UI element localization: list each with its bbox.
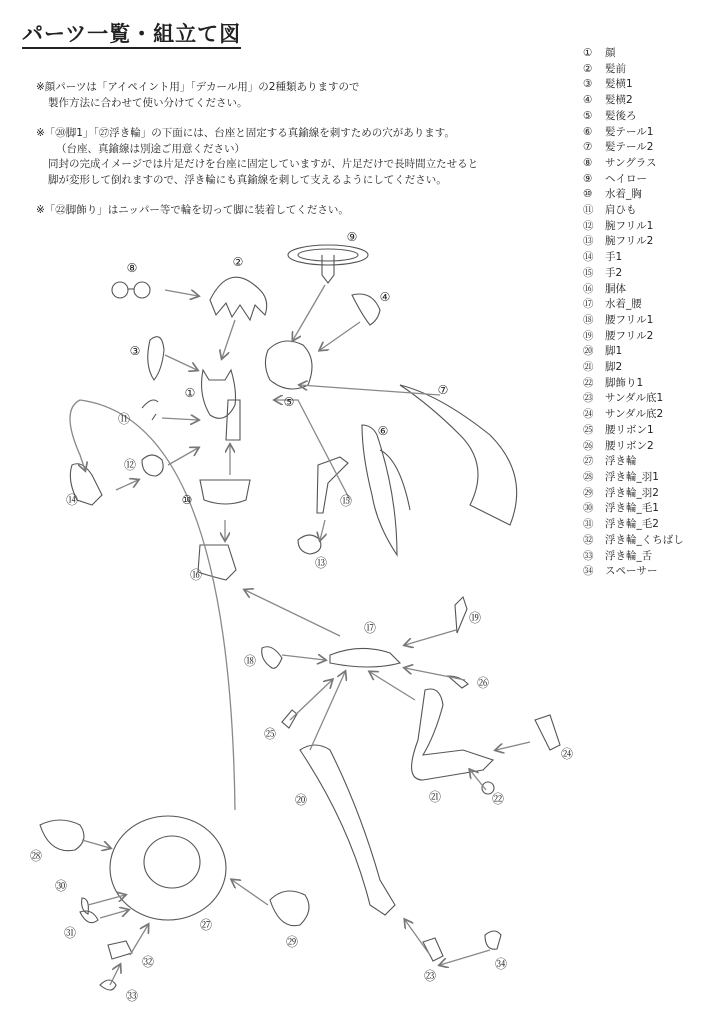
part-number: ⑦ xyxy=(583,141,593,154)
back-hair-sketch xyxy=(265,341,312,389)
note-leg-ornament: ※「㉒脚飾り」はニッパー等で輪を切って脚に装着してください。 xyxy=(36,204,349,216)
sunglasses-sketch xyxy=(112,282,150,298)
side-hair-1-sketch xyxy=(148,337,164,380)
part-number: ④ xyxy=(583,94,593,107)
part-callout: ⑤ xyxy=(283,395,295,409)
hair-tail-2-sketch xyxy=(400,385,517,525)
float-wing-2-sketch xyxy=(270,891,309,926)
part-name: サングラス xyxy=(605,156,657,169)
part-name: 浮き輪 xyxy=(605,455,637,468)
part-callout: ㉖ xyxy=(476,676,490,690)
part-number: ㉜ xyxy=(583,533,594,546)
part-sketches xyxy=(40,245,560,990)
sandal-sole-2-sketch xyxy=(535,715,560,750)
part-number: ⑧ xyxy=(583,156,593,169)
part-callout: ③ xyxy=(129,344,141,358)
part-callout: ㉒ xyxy=(491,792,505,806)
part-name: 髪前 xyxy=(605,62,626,75)
part-name: 胴体 xyxy=(605,282,626,295)
part-number: ② xyxy=(583,62,593,75)
part-name: 髪テール2 xyxy=(605,141,654,154)
part-callout: ⑬ xyxy=(314,556,328,570)
part-number: ⑱ xyxy=(583,313,594,326)
side-hair-2-sketch xyxy=(352,294,380,325)
part-callout: ⑨ xyxy=(346,230,358,244)
part-name: 髪後ろ xyxy=(605,109,637,122)
part-callout: ㉙ xyxy=(285,935,299,949)
part-number: ㉘ xyxy=(583,470,594,483)
page-title: パーツ一覧・組立て図 xyxy=(22,22,241,49)
part-name: 肩ひも xyxy=(605,204,637,217)
waist-swimsuit-sketch xyxy=(330,648,400,667)
leg-1-sketch xyxy=(300,745,395,915)
part-callout: ㉞ xyxy=(494,957,508,971)
part-name: 浮き輪_舌 xyxy=(605,549,653,562)
note-brass-wire: ※「⑳脚1」「㉗浮き輪」の下面には、台座と固定する真鍮線を刺すための穴があります。 （台座、真鍮線は別途ご用意ください） 同封の完成イメージでは片足だけを台座に固定していますが、片足だけで長時間立たせると 脚が変形して倒れますので、浮き輪にも真鍮線を刺して支えるようにしてください。 xyxy=(36,127,479,186)
part-callout: ⑩ xyxy=(181,493,193,507)
part-callout: ⑰ xyxy=(363,621,377,635)
part-callout: ⑦ xyxy=(437,383,449,397)
part-name: 脚2 xyxy=(605,361,623,374)
part-name: 髪横1 xyxy=(605,78,633,91)
part-callout: ⑯ xyxy=(189,568,203,582)
part-callout: ⑧ xyxy=(126,261,138,275)
part-number: ⑪ xyxy=(583,204,594,217)
part-number: ㉝ xyxy=(583,549,594,562)
part-callout: ⑪ xyxy=(117,412,131,426)
part-number: ㉓ xyxy=(583,392,594,405)
part-name: 腰リボン1 xyxy=(605,423,654,436)
part-callout: ① xyxy=(184,386,196,400)
leg-2-sketch xyxy=(412,689,493,780)
part-name: 浮き輪_毛2 xyxy=(605,518,659,531)
part-number: ㉔ xyxy=(583,408,594,421)
waist-ribbon-1-sketch xyxy=(282,710,297,728)
part-name: 浮き輪_羽2 xyxy=(605,486,659,499)
part-callout: ㉛ xyxy=(63,926,77,940)
part-name: 浮き輪_毛1 xyxy=(605,502,659,515)
part-callout: ㉗ xyxy=(199,918,213,932)
part-callout: ㉕ xyxy=(263,727,277,741)
part-callout: ④ xyxy=(379,290,391,304)
part-number: ⑮ xyxy=(583,266,594,279)
part-name: 髪テール1 xyxy=(605,125,654,138)
part-name: 脚1 xyxy=(605,345,623,358)
part-number: ① xyxy=(583,47,593,59)
spacer-sketch xyxy=(485,931,501,949)
part-callout: ㉘ xyxy=(29,849,43,863)
part-name: 手2 xyxy=(605,266,623,279)
halo-sketch xyxy=(288,245,368,283)
part-name: スペーサー xyxy=(605,565,658,578)
part-callout: ⑥ xyxy=(377,424,389,438)
part-callout: ㉑ xyxy=(428,790,442,804)
part-callout: ⑮ xyxy=(339,494,353,508)
part-name: 腰フリル2 xyxy=(605,329,654,342)
part-name: 浮き輪_羽1 xyxy=(605,470,659,483)
part-name: 水着_胸 xyxy=(605,188,642,201)
part-number: ⑬ xyxy=(583,235,594,248)
part-name: 手1 xyxy=(605,251,623,264)
part-name: 腕フリル2 xyxy=(605,235,654,248)
float-tongue-sketch xyxy=(100,980,116,990)
part-name: サンダル底2 xyxy=(605,408,664,421)
part-number: ㉛ xyxy=(583,518,594,531)
part-number: ⑲ xyxy=(583,329,594,342)
part-callout: ⑫ xyxy=(123,458,137,472)
part-name: 浮き輪_くちばし xyxy=(605,533,684,546)
assembly-arrows xyxy=(70,285,530,985)
part-callout: ⑭ xyxy=(65,493,79,507)
part-callout: ㉔ xyxy=(560,747,574,761)
part-callout: ㉜ xyxy=(141,955,155,969)
part-callout: ㉚ xyxy=(54,879,68,893)
shoulder-strap-sketch xyxy=(142,400,158,420)
part-number: ㉕ xyxy=(583,423,594,436)
part-name: 腕フリル1 xyxy=(605,219,654,232)
arm-frill-1-sketch xyxy=(142,455,163,476)
part-name: 脚飾り1 xyxy=(605,376,644,389)
part-number: ⑫ xyxy=(583,219,594,232)
float-hair-2-sketch xyxy=(80,911,98,923)
waist-frill-2-sketch xyxy=(455,597,467,633)
note-face-parts: ※顔パーツは「アイペイント用」「デカール用」の2種類ありますので 製作方法に合わせて使い分けてください。 xyxy=(36,81,360,109)
part-number: ㉙ xyxy=(583,486,594,499)
front-hair-sketch xyxy=(210,277,267,320)
part-callout: ⑱ xyxy=(243,654,257,668)
part-number: ⑥ xyxy=(583,125,593,138)
part-number: ㉒ xyxy=(583,376,594,389)
arm-frill-2-sketch xyxy=(298,535,321,554)
part-number: ㉞ xyxy=(583,565,594,578)
part-number: ㉚ xyxy=(583,502,594,515)
float-wing-1-sketch xyxy=(40,820,84,851)
part-name: 顔 xyxy=(605,47,616,59)
waist-frill-1-sketch xyxy=(262,647,282,669)
part-number: ⑩ xyxy=(583,188,593,201)
part-number: ㉑ xyxy=(583,361,594,374)
float-ring-sketch xyxy=(110,816,226,920)
part-number: ⑳ xyxy=(583,345,594,358)
chest-swimsuit-sketch xyxy=(200,480,250,504)
part-callout: ⑲ xyxy=(468,611,482,625)
part-callout: ㉓ xyxy=(423,969,437,983)
part-name: 腰リボン2 xyxy=(605,439,654,452)
hair-tail-1-sketch xyxy=(362,425,410,555)
part-name: 水着_腰 xyxy=(605,298,642,311)
part-callout: ㉝ xyxy=(125,989,139,1003)
part-number: ⑭ xyxy=(583,251,594,264)
part-name: 腰フリル1 xyxy=(605,313,654,326)
part-number: ③ xyxy=(583,78,593,91)
part-number: ⑯ xyxy=(583,282,594,295)
torso-sketch xyxy=(198,545,236,580)
part-callout: ② xyxy=(232,255,244,269)
part-number: ⑨ xyxy=(583,172,593,185)
part-name: ヘイロー xyxy=(605,172,647,185)
part-name: サンダル底1 xyxy=(605,392,664,405)
part-number: ⑤ xyxy=(583,109,593,122)
part-name: 髪横2 xyxy=(605,94,633,107)
part-number: ⑰ xyxy=(583,298,594,311)
face-sketch xyxy=(202,370,240,440)
part-number: ㉗ xyxy=(583,455,594,468)
float-beak-sketch xyxy=(108,941,132,959)
part-number: ㉖ xyxy=(583,439,594,452)
part-callout: ⑳ xyxy=(294,793,308,807)
